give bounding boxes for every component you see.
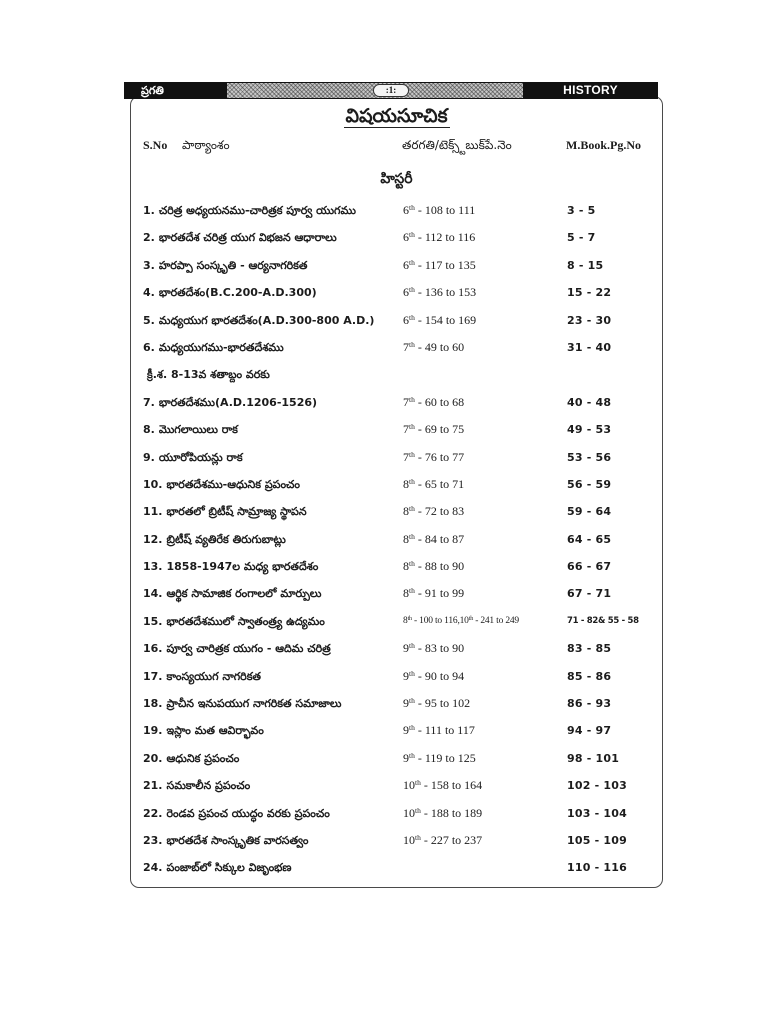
row-lead: [143, 663, 261, 690]
row-number: 8.: [143, 423, 155, 437]
toc-row: [0, 498, 768, 525]
row-lead: [143, 389, 317, 416]
class-number: 9: [403, 641, 409, 656]
row-topic: సమకాలీన ప్రపంచం: [166, 779, 251, 793]
textbook-pages: - 154 to 169: [414, 312, 477, 327]
class-suffix: th: [409, 641, 415, 651]
row-topic: భారతలో బ్రిటీష్ సామ్రాజ్య స్థాపన: [166, 505, 307, 519]
row-mbook: 31 - 40: [567, 340, 612, 354]
class-suffix: th: [409, 504, 415, 514]
row-mbook: 23 - 30: [567, 313, 612, 327]
class-number: 7: [403, 449, 409, 464]
row-mbook: 86 - 93: [567, 697, 612, 711]
row-lead: [143, 444, 243, 471]
class-suffix: th: [409, 668, 415, 678]
col-header-mbook: M.Book.Pg.No: [566, 138, 641, 152]
class-suffix: th: [409, 203, 415, 212]
row-mbook: 102 - 103: [567, 779, 627, 793]
row-class-ref: [403, 635, 464, 662]
row-class-ref: [403, 772, 482, 799]
row-number: 9.: [143, 450, 155, 464]
row-topic: భారతదేశ సాంస్కృతిక వారసత్వం: [166, 833, 309, 847]
row-lead: [143, 827, 308, 854]
toc-row: [0, 854, 768, 881]
textbook-pages: - 188 to 189: [420, 805, 483, 820]
class-number: 8: [403, 476, 409, 491]
row-number: 14.: [143, 587, 163, 601]
toc-row: [0, 745, 768, 772]
class-suffix: th: [409, 750, 415, 760]
textbook-pages: - 119 to 125: [414, 750, 476, 765]
row-number: 11.: [143, 505, 163, 519]
class-suffix: th: [409, 230, 415, 240]
row-class-ref: [403, 416, 464, 443]
class-number: 8: [403, 615, 408, 626]
toc-row: [0, 197, 768, 224]
toc-row: [0, 334, 768, 361]
col-header-sno: S.No: [143, 138, 168, 152]
subject-label: HISTORY: [523, 82, 658, 99]
row-topic: పూర్వ చారిత్రక యుగం - ఆదిమ చరిత్ర: [166, 642, 331, 656]
textbook-pages: - 227 to 237: [420, 832, 483, 847]
brand-label: ప్రగతి: [124, 82, 227, 99]
class-suffix: th: [409, 257, 415, 267]
row-class-ref: [403, 471, 464, 498]
class-suffix: th: [409, 285, 415, 295]
row-class-ref: [403, 224, 475, 251]
toc-row: [0, 772, 768, 799]
class-number: 6: [403, 285, 409, 300]
textbook-pages: - 83 to 90: [414, 641, 465, 656]
row-number: 5.: [143, 313, 155, 327]
row-number: 15.: [143, 614, 163, 628]
toc-row: [0, 389, 768, 416]
toc-row: [0, 663, 768, 690]
textbook-pages: - 49 to 60: [414, 339, 465, 354]
row-topic: మధ్యయుగము-భారతదేశము: [158, 340, 284, 354]
row-mbook: 67 - 71: [567, 587, 612, 601]
toc-row: [0, 224, 768, 251]
textbook-pages: - 158 to 164: [420, 778, 483, 793]
toc-row: [0, 416, 768, 443]
row-lead: [143, 608, 325, 635]
class-number: 8: [403, 586, 409, 601]
class-number: 7: [403, 394, 409, 409]
row-mbook: 98 - 101: [567, 751, 620, 765]
row-number: 19.: [143, 724, 163, 738]
row-topic: మధ్యయుగ భారతదేశం(A.D.300-800 A.D.): [158, 313, 375, 327]
row-topic: మొగలాయిలు రాక: [158, 423, 238, 437]
row-class-ref: [403, 498, 464, 525]
toc-row: [0, 690, 768, 717]
textbook-pages: - 90 to 94: [414, 668, 465, 683]
row-topic: కాంస్యయుగ నాగరికత: [166, 669, 261, 683]
row-number: 10.: [143, 477, 163, 491]
page-title-text: విషయసూచిక: [345, 105, 448, 127]
class-number: 8: [403, 504, 409, 519]
class-suffix: th: [409, 422, 415, 432]
row-number: 20.: [143, 751, 163, 765]
row-mbook: 64 - 65: [567, 532, 612, 546]
class-number: 6: [403, 230, 409, 245]
toc-row: [0, 553, 768, 580]
col-header-topic: పాఠ్యాంశం: [182, 138, 230, 152]
textbook-pages: - 69 to 75: [414, 422, 465, 437]
class-suffix: th: [409, 586, 415, 596]
row-number: 2.: [143, 231, 155, 245]
class-suffix: th: [415, 778, 421, 788]
row-topic: భారతదేశము(A.D.1206-1526): [158, 395, 318, 409]
class-suffix: th: [409, 394, 415, 404]
row-topic: యూరోపియన్లు రాక: [158, 450, 243, 464]
class-suffix: th: [409, 476, 415, 486]
toc-row: [0, 635, 768, 662]
row-topic: ఇస్లాం మత ఆవిర్భావం: [166, 724, 264, 738]
row-topic: భారతదేశం(B.C.200-A.D.300): [158, 286, 317, 300]
row-mbook: 71 - 82& 55 - 58: [567, 615, 639, 626]
toc-row: [0, 444, 768, 471]
row-mbook: 85 - 86: [567, 669, 612, 683]
row-topic: ప్రాచీన ఇనుపయుగ నాగరికత సమాజాలు: [166, 697, 342, 711]
class-number: 10: [403, 778, 415, 793]
class-suffix: th: [409, 339, 415, 349]
row-number: 18.: [143, 697, 163, 711]
row-number: 1.: [143, 204, 155, 217]
row-topic: భారతదేశ చరిత్ర యుగ విభజన ఆధారాలు: [158, 231, 337, 245]
toc-row: [0, 307, 768, 334]
row-class-ref: [403, 608, 519, 635]
row-number: 12.: [143, 532, 163, 546]
row-number: 6.: [143, 340, 155, 354]
class-number: 10: [403, 832, 415, 847]
row-subline-line: [0, 361, 768, 388]
class-suffix: th: [409, 312, 415, 322]
row-number: 3.: [143, 258, 155, 272]
row-class-ref: [403, 745, 476, 772]
row-mbook: 53 - 56: [567, 450, 612, 464]
row-class-ref: [403, 827, 482, 854]
row-number: 4.: [143, 286, 155, 300]
row-mbook: 8 - 15: [567, 258, 604, 272]
row-topic: ఆధునిక ప్రపంచం: [166, 751, 240, 765]
row-lead: [143, 717, 264, 744]
textbook-pages: - 100 to 116,: [411, 615, 460, 626]
row-class-ref: [403, 800, 482, 827]
row-mbook: 83 - 85: [567, 642, 612, 656]
class-suffix: th: [409, 723, 415, 733]
toc-row: [0, 580, 768, 607]
row-lead: [143, 635, 331, 662]
row-mbook: 105 - 109: [567, 833, 627, 847]
class-number: 9: [403, 723, 409, 738]
row-mbook: 56 - 59: [567, 477, 612, 491]
textbook-pages: - 65 to 71: [414, 476, 465, 491]
class-number: 8: [403, 559, 409, 574]
toc-row: [0, 608, 768, 635]
row-class-ref: [403, 197, 475, 224]
class-suffix: th: [409, 696, 415, 706]
textbook-pages: - 241 to 249: [473, 615, 519, 626]
textbook-pages: - 111 to 117: [414, 723, 475, 738]
toc-row: [0, 827, 768, 854]
textbook-pages: - 84 to 87: [414, 531, 465, 546]
class-number: 6: [403, 312, 409, 327]
row-topic: చరిత్ర అధ్యయనము-చారిత్రక పూర్వ యుగము: [158, 204, 356, 217]
toc-row: [0, 279, 768, 306]
row-class-ref: [403, 526, 464, 553]
class-number: 10: [403, 805, 415, 820]
class-number: 6: [403, 203, 409, 217]
row-class-ref: [403, 663, 464, 690]
class-number: 9: [403, 668, 409, 683]
row-topic: భారతదేశములో స్వాతంత్ర్య ఉద్యమం: [166, 614, 325, 628]
row-lead: [143, 307, 374, 334]
row-mbook: 110 - 116: [567, 861, 627, 875]
row-number: 17.: [143, 669, 163, 683]
row-lead: [143, 745, 239, 772]
row-class-ref: [403, 444, 464, 471]
row-topic: హరప్పా సంస్కృతి - ఆర్యనాగరికత: [158, 258, 308, 272]
row-number: 16.: [143, 642, 163, 656]
row-mbook: 103 - 104: [567, 806, 627, 820]
class-suffix: th: [415, 805, 421, 815]
row-class-ref: [403, 279, 476, 306]
class-number: 7: [403, 422, 409, 437]
row-subline: క్రీ.శ. 8-13వ శతాబ్దం వరకు: [147, 368, 270, 382]
page-marker: :1:: [373, 84, 409, 97]
row-lead: [143, 279, 317, 306]
toc-row: [0, 717, 768, 744]
col-header-class-ref: తరగతి/టెక్స్ట్‌బుక్‌పే.నెం: [402, 138, 512, 152]
row-lead: [143, 800, 330, 827]
row-mbook: 40 - 48: [567, 395, 612, 409]
row-topic: బ్రిటీష్ వ్యతిరేక తిరుగుబాట్లు: [166, 532, 286, 546]
textbook-pages: - 60 to 68: [414, 394, 465, 409]
row-lead: [143, 252, 307, 279]
row-topic: ఆర్థిక సామాజిక రంగాలలో మార్పులు: [166, 587, 322, 601]
toc-row: [0, 252, 768, 279]
textbook-pages: - 136 to 153: [414, 285, 477, 300]
row-class-ref: [403, 252, 476, 279]
class-suffix: th: [409, 449, 415, 459]
textbook-pages: - 112 to 116: [414, 230, 476, 245]
textbook-pages: - 88 to 90: [414, 559, 465, 574]
row-class-ref: [403, 717, 475, 744]
row-lead: [143, 580, 321, 607]
row-class-ref: [403, 580, 464, 607]
toc-list: [0, 197, 768, 882]
row-class-ref: [403, 553, 464, 580]
textbook-pages: - 95 to 102: [414, 696, 471, 711]
row-number: 24.: [143, 861, 163, 875]
class-number: 9: [403, 696, 409, 711]
class-number: 8: [403, 531, 409, 546]
row-lead: [143, 553, 318, 580]
row-class-ref: [403, 389, 464, 416]
row-lead: [143, 854, 292, 881]
header-bar: [124, 82, 658, 99]
textbook-pages: - 117 to 135: [414, 257, 476, 272]
row-lead: [143, 197, 356, 224]
page-title: [130, 104, 663, 128]
toc-row: [0, 471, 768, 498]
row-mbook: 66 - 67: [567, 560, 612, 574]
row-topic: పంజాబ్‌లో సిక్కుల విజృంభణ: [166, 861, 292, 875]
row-lead: [143, 471, 300, 498]
row-number: 13.: [143, 560, 163, 574]
class-number: 7: [403, 339, 409, 354]
row-mbook: 5 - 7: [567, 231, 596, 245]
row-lead: [143, 690, 341, 717]
row-number: 23.: [143, 833, 163, 847]
row-mbook: 49 - 53: [567, 423, 612, 437]
class-suffix: th: [409, 559, 415, 569]
row-lead: [143, 416, 238, 443]
row-lead: [143, 224, 337, 251]
class-suffix: th: [468, 615, 474, 622]
class-number: 9: [403, 750, 409, 765]
row-topic: భారతదేశము-ఆధునిక ప్రపంచం: [166, 477, 300, 491]
row-mbook: 94 - 97: [567, 724, 612, 738]
row-class-ref: [403, 334, 464, 361]
row-mbook: 59 - 64: [567, 505, 612, 519]
row-number: 21.: [143, 779, 163, 793]
row-lead: [143, 772, 250, 799]
row-number: 22.: [143, 806, 163, 820]
row-topic: 1858-1947ల మధ్య భారతదేశం: [166, 560, 319, 574]
row-number: 7.: [143, 395, 155, 409]
textbook-pages: - 91 to 99: [414, 586, 465, 601]
row-lead: [143, 334, 284, 361]
toc-row: [0, 800, 768, 827]
textbook-pages: - 108 to 111: [414, 203, 476, 217]
class-suffix: th: [415, 832, 421, 842]
row-class-ref: [403, 690, 470, 717]
class-suffix: th: [409, 531, 415, 541]
textbook-pages: - 76 to 77: [414, 449, 465, 464]
row-lead: [143, 498, 307, 525]
row-mbook: 3 - 5: [567, 204, 596, 217]
class-suffix: th: [407, 615, 412, 622]
textbook-pages: - 72 to 83: [414, 504, 465, 519]
row-topic: రెండవ ప్రపంచ యుద్ధం వరకు ప్రపంచం: [166, 806, 330, 820]
toc-row: [0, 526, 768, 553]
row-mbook: 15 - 22: [567, 286, 612, 300]
section-heading: హిస్టరీ: [380, 171, 413, 187]
row-lead: [143, 526, 286, 553]
class-number: 6: [403, 257, 409, 272]
row-class-ref: [403, 307, 476, 334]
class-number: 10: [459, 615, 469, 626]
